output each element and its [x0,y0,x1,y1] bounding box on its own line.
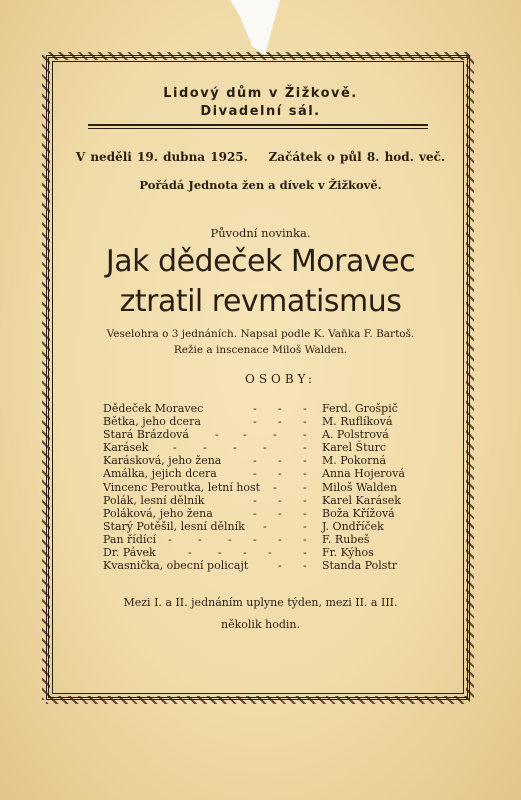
cast-role: Dědeček Moravec [103,402,204,415]
leader-dash: - [203,441,207,455]
cast-actor: Ferd. Grošpič [322,402,398,415]
cast-actor: Miloš Walden [322,480,398,494]
cast-row [103,428,423,441]
cast-role: Polák, lesní dělník [103,493,205,507]
leader-dash: - [168,532,172,546]
leader-dash: - [278,467,282,481]
leader-dash: - [273,428,277,442]
leader-dash: - [303,532,307,546]
leader-dash: - [253,402,257,415]
cast-role: Starý Potěšil, lesní dělník [103,519,245,533]
venue-hall: Divadelní sál. [200,104,321,119]
cast-actor: Karel Karásek [322,493,401,507]
play-title-line1: Jak dědeček Moravec [105,244,416,279]
cast-actor: Boža Křížová [322,506,395,520]
leader-dash: - [303,506,307,520]
leader-dash: - [173,441,177,455]
event-date: V neděli 19. dubna 1925. [75,150,248,164]
divider-rule [88,124,428,126]
cast-row [103,441,423,454]
cast-row [103,481,423,494]
cast-list [103,402,423,572]
cast-actor: Standa Polstr [322,559,398,573]
cast-row [103,507,423,520]
cast-row [103,533,423,546]
cast-role: Bětka, jeho dcera [103,415,201,429]
play-subtitle: Veselohra o 3 jednáních. Napsal podle K. Vaňka F. Bartoš. [106,328,415,340]
event-start: Začátek o půl 8. hod. več. [268,150,446,164]
date-line [0,150,521,164]
venue-name: Lidový dům v Žižkově. [163,86,358,101]
cast-row [103,467,423,480]
leader-dash: - [278,506,282,520]
leader-dash: - [278,415,282,429]
cast-row [103,559,423,572]
leader-dash: - [253,415,257,429]
leader-dash: - [303,546,307,560]
cast-row [103,402,423,415]
organizer: Pořádá Jednota žen a dívek v Žižkově. [139,178,382,192]
cast-role: Kvasnička, obecní policajt [103,559,249,573]
leader-dash: - [303,559,307,573]
cast-role: Karásková, jeho žena [103,454,222,468]
cast-role: Stará Brázdová [103,428,189,442]
leader-dash: - [253,493,257,507]
leader-dash: - [303,493,307,507]
leader-dash: - [303,415,307,429]
divider-rule-thin [88,128,428,129]
cast-actor: M. Ruflíková [322,415,393,429]
leader-dash: - [253,532,257,546]
leader-dash: - [303,402,307,415]
leader-dash: - [215,428,219,442]
leader-dash: - [233,441,237,455]
leader-dash: - [243,428,247,442]
leader-dash: - [303,480,307,494]
leader-dash: - [263,519,267,533]
play-tag: Původní novinka. [210,226,311,240]
cast-heading: OSOBY: [245,372,316,386]
leader-dash: - [253,467,257,481]
cast-actor: Karel Šturc [322,441,387,455]
cast-row [103,494,423,507]
cast-role: Pan řídící [103,532,157,546]
leader-dash: - [278,559,282,573]
cast-actor: J. Ondříček [322,519,384,533]
cast-row [103,546,423,559]
leader-dash: - [218,546,222,560]
cast-row [103,520,423,533]
cast-actor: Fr. Kýhos [322,546,374,560]
cast-role: Dr. Pávek [103,546,156,560]
leader-dash: - [253,454,257,468]
cast-role: Karásek [103,441,149,455]
leader-dash: - [263,441,267,455]
leader-dash: - [278,402,282,415]
cast-row [103,454,423,467]
leader-dash: - [188,546,192,560]
cast-role: Amálka, jejich dcera [103,467,217,481]
cast-actor: F. Rubeš [322,532,370,546]
leader-dash: - [273,480,277,494]
leader-dash: - [243,546,247,560]
cast-row [103,415,423,428]
cast-role: Vincenc Peroutka, letní host [103,480,261,494]
leader-dash: - [303,467,307,481]
leader-dash: - [303,441,307,455]
play-direction: Režie a inscenace Miloš Walden. [173,344,348,356]
leader-dash: - [253,506,257,520]
footer-note-line1: Mezi I. a II. jednáním uplyne týden, mezi II. a III. [123,596,398,609]
footer-note-line2: několik hodin. [221,618,300,631]
cast-actor: M. Pokorná [322,454,387,468]
leader-dash: - [278,493,282,507]
leader-dash: - [268,546,272,560]
leader-dash: - [303,428,307,442]
leader-dash: - [228,532,232,546]
cast-role: Poláková, jeho žena [103,506,213,520]
leader-dash: - [303,519,307,533]
cast-actor: Anna Hojerová [322,467,405,481]
leader-dash: - [303,454,307,468]
leader-dash: - [198,532,202,546]
leader-dash: - [278,454,282,468]
play-title-line2: ztratil revmatismus [119,284,402,319]
leader-dash: - [278,532,282,546]
cast-actor: A. Polstrová [322,428,389,442]
